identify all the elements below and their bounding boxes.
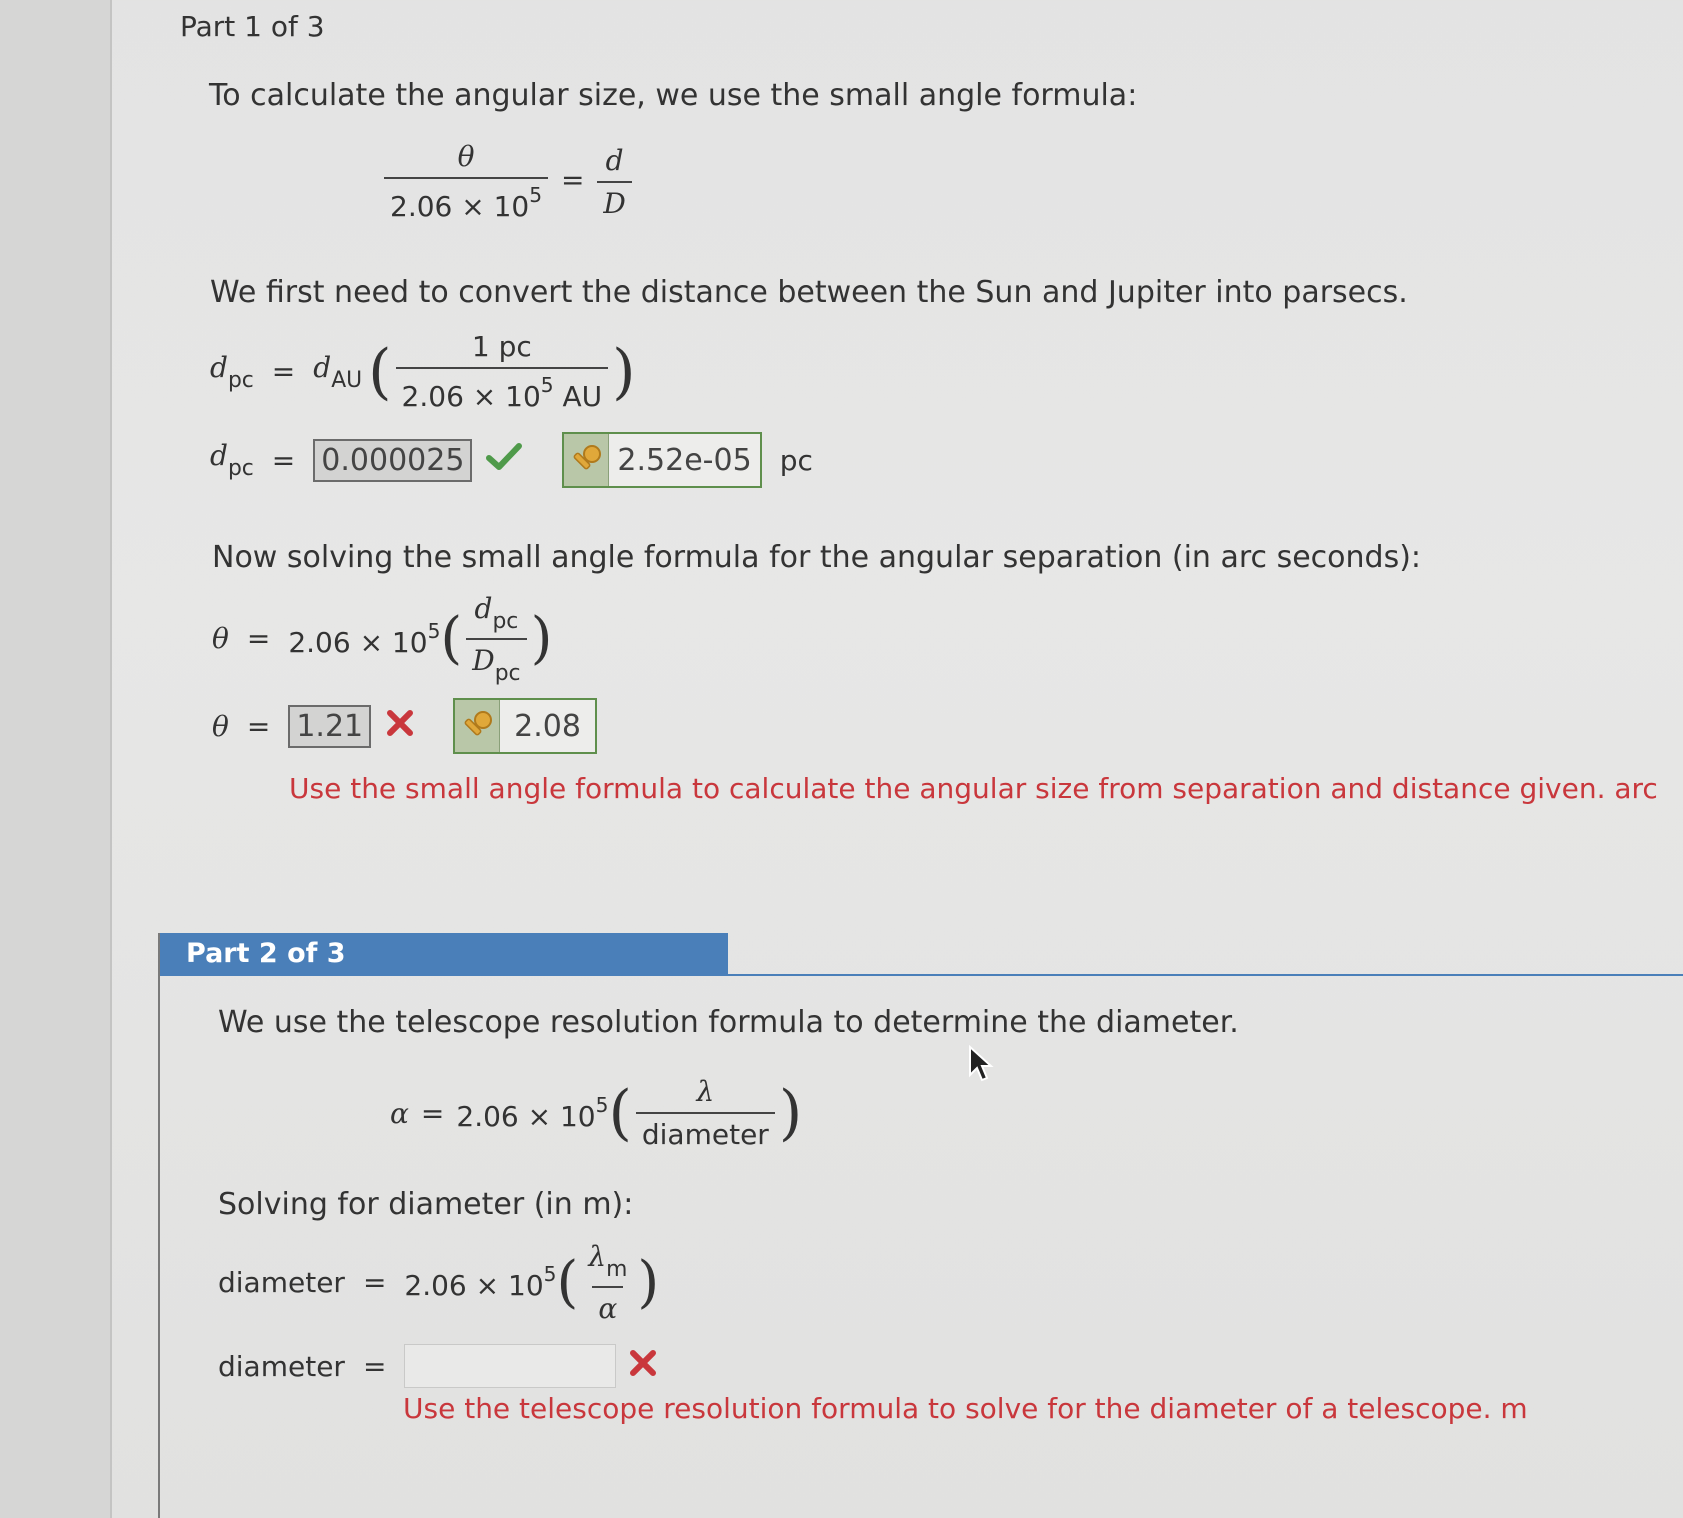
convert-text: We first need to convert the distance between the Sun and Jupiter into parsecs. <box>210 275 1408 310</box>
diameter-fraction: $\frac{\lambda_m}{\alpha}$ <box>588 1240 628 1325</box>
solve-text: Now solving the small angle formula for the angular separation (in arc seconds): <box>212 540 1422 575</box>
dpc-formula: $d_{pc}$ = $d_{AU}$ ( $\frac{1 pc}{2.06 \times 10^5 AU}$ ) <box>210 330 636 414</box>
theta-formula: θ = $2.06 \times 10^5$ ( $\frac{d_{pc}}{D_{pc}}$ ) <box>212 592 553 686</box>
theta-answer-row: θ = 1.21 2.08 <box>212 698 597 754</box>
error-x-icon <box>628 1348 658 1385</box>
left-margin-strip <box>0 0 112 1518</box>
dpc-conversion-fraction: $\frac{1 pc}{2.06 \times 10^5 AU}$ <box>396 330 609 413</box>
part1-label: Part 1 of 3 <box>180 10 325 43</box>
error-x-icon <box>385 708 415 745</box>
small-angle-formula: $\frac{\theta}{2.06 \times 10^5}$ = $\frac{d}{D}$ <box>380 140 636 223</box>
check-icon <box>486 442 522 479</box>
key-icon <box>455 700 500 752</box>
theta-correct-box: 2.08 <box>453 698 597 754</box>
part1-intro: To calculate the angular size, we use the small angle formula: <box>209 78 1138 113</box>
diameter-answer-input[interactable] <box>404 1344 616 1388</box>
dpc-answer-input[interactable]: 0.000025 <box>313 439 472 482</box>
part2-intro: We use the telescope resolution formula to determine the diameter. <box>218 1005 1239 1040</box>
diameter-feedback: Use the telescope resolution formula to solve for the diameter of a telescope. m <box>403 1392 1528 1425</box>
theta-fraction: $\frac{d_{pc}}{D_{pc}}$ <box>466 592 526 686</box>
theta-feedback: Use the small angle formula to calculate the angular size from separation and distance given. arc <box>289 772 1658 805</box>
formula-right-fraction: $\frac{d}{D}$ <box>597 144 631 220</box>
correct-answer-box: 2.52e-05 <box>562 432 761 488</box>
mouse-cursor-icon <box>968 1045 994 1087</box>
key-icon <box>564 434 609 486</box>
part2-header: Part 2 of 3 <box>160 933 728 975</box>
part2-solve-text: Solving for diameter (in m): <box>218 1187 634 1222</box>
alpha-fraction: $\frac{\lambda}{\text{diameter}}$ <box>636 1075 775 1151</box>
formula-left-fraction: $\frac{\theta}{2.06 \times 10^5}$ <box>384 140 548 223</box>
theta-answer-input[interactable]: 1.21 <box>288 705 371 748</box>
diameter-answer-row: diameter = <box>218 1344 658 1388</box>
part2-header-rule <box>160 974 1683 976</box>
dpc-answer-row: $d_{pc}$ = 0.000025 2.52e-05 pc <box>210 432 813 488</box>
alpha-formula: α = $2.06 \times 10^5$ ( $\frac{\lambda}{\text{diameter}}$ ) <box>390 1075 803 1151</box>
diameter-formula: diameter = $2.06 \times 10^5$ ( $\frac{\lambda_m}{\alpha}$ ) <box>218 1240 660 1325</box>
